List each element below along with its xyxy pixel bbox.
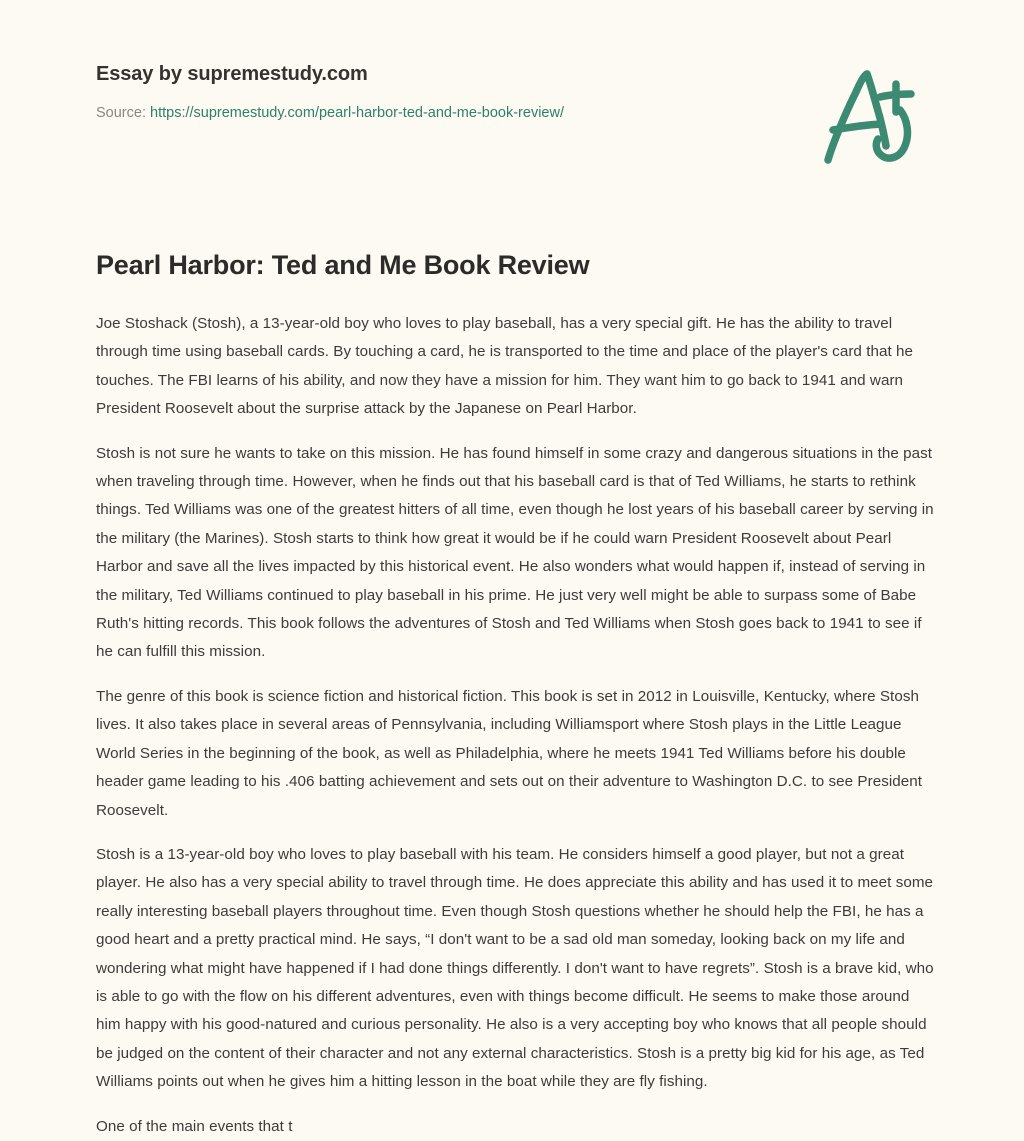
paragraph-truncated: One of the main events that t [96, 1117, 293, 1135]
essay-attribution: Essay by supremestudy.com [96, 63, 368, 85]
brand-block [96, 60, 796, 123]
paragraph: Stosh is a 13-year-old boy who loves to play baseball with his team. He considers himself a good player, but not a great player. He also has a very special ability to travel through time. He does appreciate this ability and has used it to meet some really interesting baseball players throughout time. Even though Stosh questions whether he should help the FBI, he has a good heart and a pretty practical mind. He says, “I don't want to be a sad old man someday, looking back on my life and wondering what might have happened if I had done things differently. I don't want to have regrets”. Stosh is a brave kid, who is able to go with the flow on his different adventures, even with things become difficult. He seems to make those around him happy with his good-natured and curious personality. He also is a very accepting boy who knows that all people should be judged on the content of their character and not any external characteristics. Stosh is a pretty big kid for his age, as Ted Williams points out when he gives him a hitting lesson in the boat while they are fly fishing. [96, 845, 934, 1091]
source-line [96, 103, 796, 123]
paragraph: Stosh is not sure he wants to take on this mission. He has found himself in some crazy and dangerous situations in the past when traveling through time. However, when he finds out that his baseball card is that of Ted Williams, he starts to rethink things. Ted Williams was one of the greatest hitters of all time, even though he lost years of his baseball career by serving in the military (the Marines). Stosh starts to think how great it would be if he could warn President Roosevelt about Pearl Harbor and save all the lives impacted by this historical event. He also wonders what would happen if, instead of serving in the military, Ted Williams continued to play baseball in his prime. He just very well might be able to surpass some of Babe Ruth's hitting records. This book follows the adventures of Stosh and Ted Williams when Stosh goes back to 1941 to see if he can fulfill this mission. [96, 444, 934, 661]
article-body [96, 310, 936, 1141]
a-plus-logo-icon [812, 62, 924, 170]
paragraph: Joe Stoshack (Stosh), a 13-year-old boy who loves to play baseball, has a very special gift. He has the ability to travel through time using baseball cards. By touching a card, he is transported to the time and place of the player's card that he touches. The FBI learns of his ability, and now they have a mission for him. They want him to go back to 1941 and warn President Roosevelt about the surprise attack by the Japanese on Pearl Harbor. [96, 315, 913, 418]
document-header [0, 0, 1024, 200]
paragraph: The genre of this book is science fiction and historical fiction. This book is set in 2012 in Louisville, Kentucky, where Stosh lives. It also takes place in several areas of Pennsylvania, including Williamsport where Stosh plays in the Little League World Series in the beginning of the book, as well as Philadelphia, where he meets 1941 Ted Williams before his double header game leading to his .406 batting achievement and sets out on their adventure to Washington D.C. to see President Roosevelt. [96, 687, 923, 819]
source-url-link[interactable]: https://supremestudy.com/pearl-harbor-ted-and-me-book-review/ [150, 105, 564, 121]
page-title: Pearl Harbor: Ted and Me Book Review [96, 250, 590, 280]
source-label: Source: [96, 105, 146, 121]
